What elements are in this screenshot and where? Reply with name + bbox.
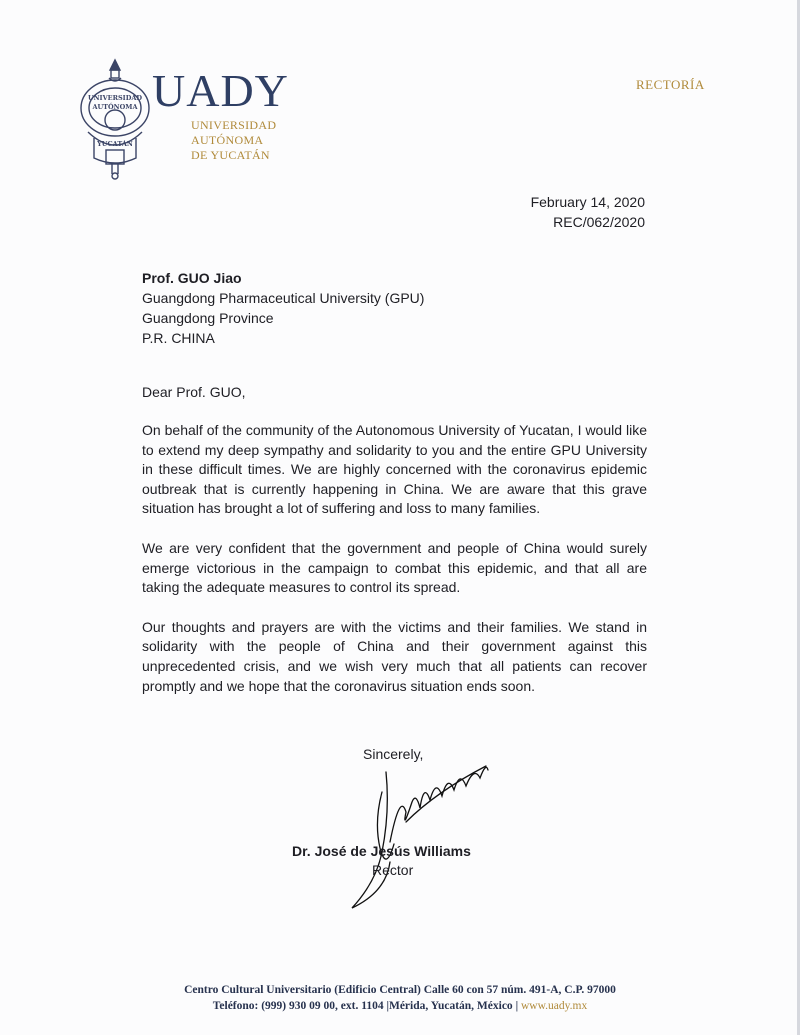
seal-text-line-1: UNIVERSIDAD bbox=[87, 94, 143, 102]
brand-name: UADY bbox=[152, 65, 289, 116]
body-paragraph-1: On behalf of the community of the Autonomous University of Yucatan, I would like to extend my deep sympathy and solidarity to you and the entire GPU University in these difficult times. We are highly concerned with the coronavirus epidemic outbreak that is currently happening in China. We are aware that this grave situation has brought a lot of suffering and loss to many families. bbox=[142, 422, 647, 517]
brand-subtitle-line-3: DE YUCATÁN bbox=[191, 148, 270, 162]
footer-website-link[interactable]: www.uady.mx bbox=[520, 1000, 588, 1012]
letter-reference: REC/062/2020 bbox=[553, 214, 645, 230]
signer-title: Rector bbox=[372, 862, 414, 878]
university-seal-logo bbox=[76, 58, 154, 180]
department-label: RECTORÍA bbox=[636, 77, 705, 92]
recipient-address bbox=[142, 268, 424, 348]
footer-separator: | bbox=[515, 1000, 519, 1012]
recipient-line-2: Guangdong Province bbox=[142, 310, 274, 326]
footer-phone-location: Teléfono: (999) 930 09 00, ext. 1104 |Mérida, Yucatán, México bbox=[212, 1000, 513, 1012]
body-paragraph-2: We are very confident that the government and people of China would surely emerge victorious in the campaign to combat this epidemic, and that all are taking the adequate measures to control its spread. bbox=[142, 539, 647, 596]
recipient-line-3: P.R. CHINA bbox=[142, 330, 215, 346]
brand-subtitle-line-1: UNIVERSIDAD bbox=[191, 118, 277, 132]
letter-body bbox=[142, 421, 647, 716]
recipient-line-1: Guangdong Pharmaceutical University (GPU) bbox=[142, 290, 425, 306]
handwritten-signature bbox=[346, 752, 496, 912]
date-block bbox=[531, 192, 645, 232]
letter-date: February 14, 2020 bbox=[530, 194, 645, 210]
brand-subtitle-line-2: AUTÓNOMA bbox=[191, 133, 264, 147]
seal-text-line-2: AUTÓNOMA bbox=[92, 103, 138, 111]
closing: Sincerely, bbox=[363, 746, 424, 762]
recipient-name: Prof. GUO Jiao bbox=[142, 270, 242, 286]
footer-address: Centro Cultural Universitario (Edificio Central) Calle 60 con 57 núm. 491-A, C.P. 97000 bbox=[184, 984, 616, 996]
salutation: Dear Prof. GUO, bbox=[142, 384, 246, 400]
letterhead-footer bbox=[0, 982, 800, 1014]
footer-contact-line bbox=[0, 998, 800, 1014]
seal-text-line-3: YUCATÁN bbox=[97, 140, 133, 148]
brand-subtitle bbox=[191, 118, 276, 163]
signer-name: Dr. José de Jesús Williams bbox=[292, 843, 471, 859]
body-paragraph-3: Our thoughts and prayers are with the victims and their families. We stand in solidarity with the people of China and their government against this unprecedented crisis, and we wish very much that all patients can recover promptly and we hope that the coronavirus situation ends soon. bbox=[142, 618, 647, 694]
